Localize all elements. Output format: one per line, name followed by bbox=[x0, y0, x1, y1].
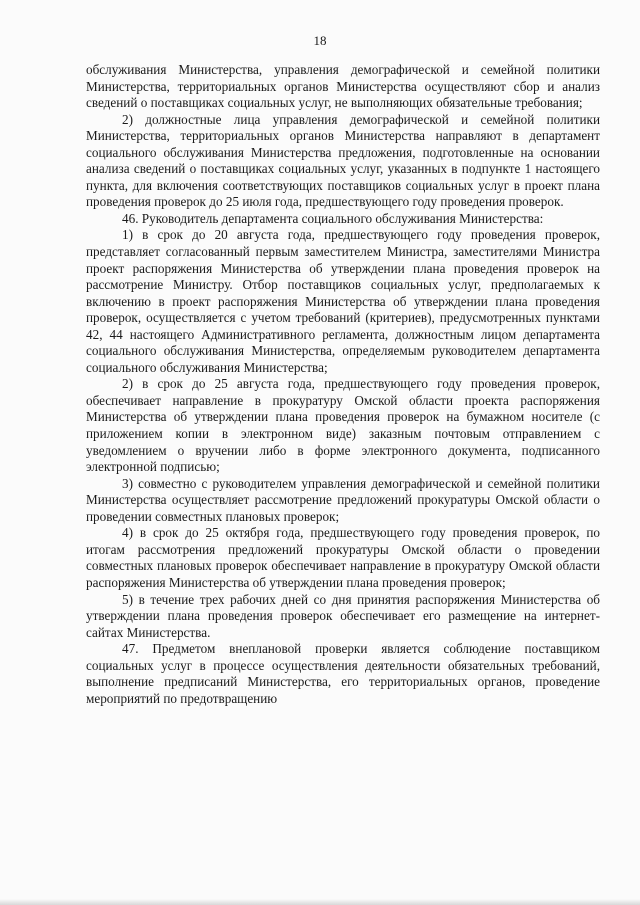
page-bottom-edge bbox=[0, 899, 640, 905]
paragraph-continuation: обслуживания Министерства, управления демографической и семейной политики Министерства, территориальных органов Министерства осуществляют сбор и анализ сведений о поставщиках социальных услуг, не выполняющих обязательные требования; bbox=[86, 62, 600, 111]
paragraph-46-item-4: 4) в срок до 25 октября года, предшествующего году проведения проверок, по итогам рассмотрения предложений прокуратуры Омской области о проведении совместных плановых проверок обеспечивает направление в прокуратуру Омской области распоряжения Министерства об утверждении плана проведения проверок; bbox=[86, 525, 600, 590]
document-body bbox=[86, 62, 600, 707]
paragraph-46-item-3: 3) совместно с руководителем управления демографической и семейной политики Министерства осуществляет рассмотрение предложений прокуратуры Омской области о проведении совместных плановых проверок; bbox=[86, 475, 600, 524]
paragraph-46-item-1: 1) в срок до 20 августа года, предшествующего году проведения проверок, представляет согласованный первым заместителем Министра, заместителями Министра проект распоряжения Министерства об утверждении плана проведения проверок на рассмотрение Министру. Отбор поставщиков социальных услуг, предполагаемых к включению в проект распоряжения Министерства об утверждении плана проведения проверок, осуществляется с учетом требований (критериев), предусмотренных пунктами 42, 44 настоящего Административного регламента, должностным лицом департамента социального обслуживания Министерства, определяемым руководителем департамента социального обслуживания Министерства; bbox=[86, 227, 600, 375]
paragraph-46-item-2: 2) в срок до 25 августа года, предшествующего году проведения проверок, обеспечивает направление в прокуратуру Омской области проекта распоряжения Министерства об утверждении плана проведения проверок на бумажном носителе (с приложением копии в электронном виде) заказным почтовым отправлением с уведомлением о вручении либо в форме электронного документа, подписанного электронной подписью; bbox=[86, 376, 600, 475]
paragraph-47: 47. Предметом внеплановой проверки является соблюдение поставщиком социальных услуг в процессе осуществления деятельности обязательных требований, выполнение предписаний Министерства, его территориальных органов, проведение мероприятий по предотвращению bbox=[86, 641, 600, 706]
paragraph-46-item-5: 5) в течение трех рабочих дней со дня принятия распоряжения Министерства об утверждении плана проведения проверок обеспечивает его размещение на интернет-сайтах Министерства. bbox=[86, 591, 600, 640]
paragraph-46: 46. Руководитель департамента социального обслуживания Министерства: bbox=[122, 210, 544, 226]
paragraph-item-2: 2) должностные лица управления демографической и семейной политики Министерства, территориальных органов Министерства направляют в департамент социального обслуживания Министерства предложения, подготовленные на основании анализа сведений о поставщиках социальных услуг, указанных в подпункте 1 настоящего пункта, для включения соответствующих поставщиков социальных услуг в проект плана проведения проверок до 25 июля года, предшествующего году проведения проверок. bbox=[86, 111, 600, 210]
page-number: 18 bbox=[313, 33, 327, 48]
